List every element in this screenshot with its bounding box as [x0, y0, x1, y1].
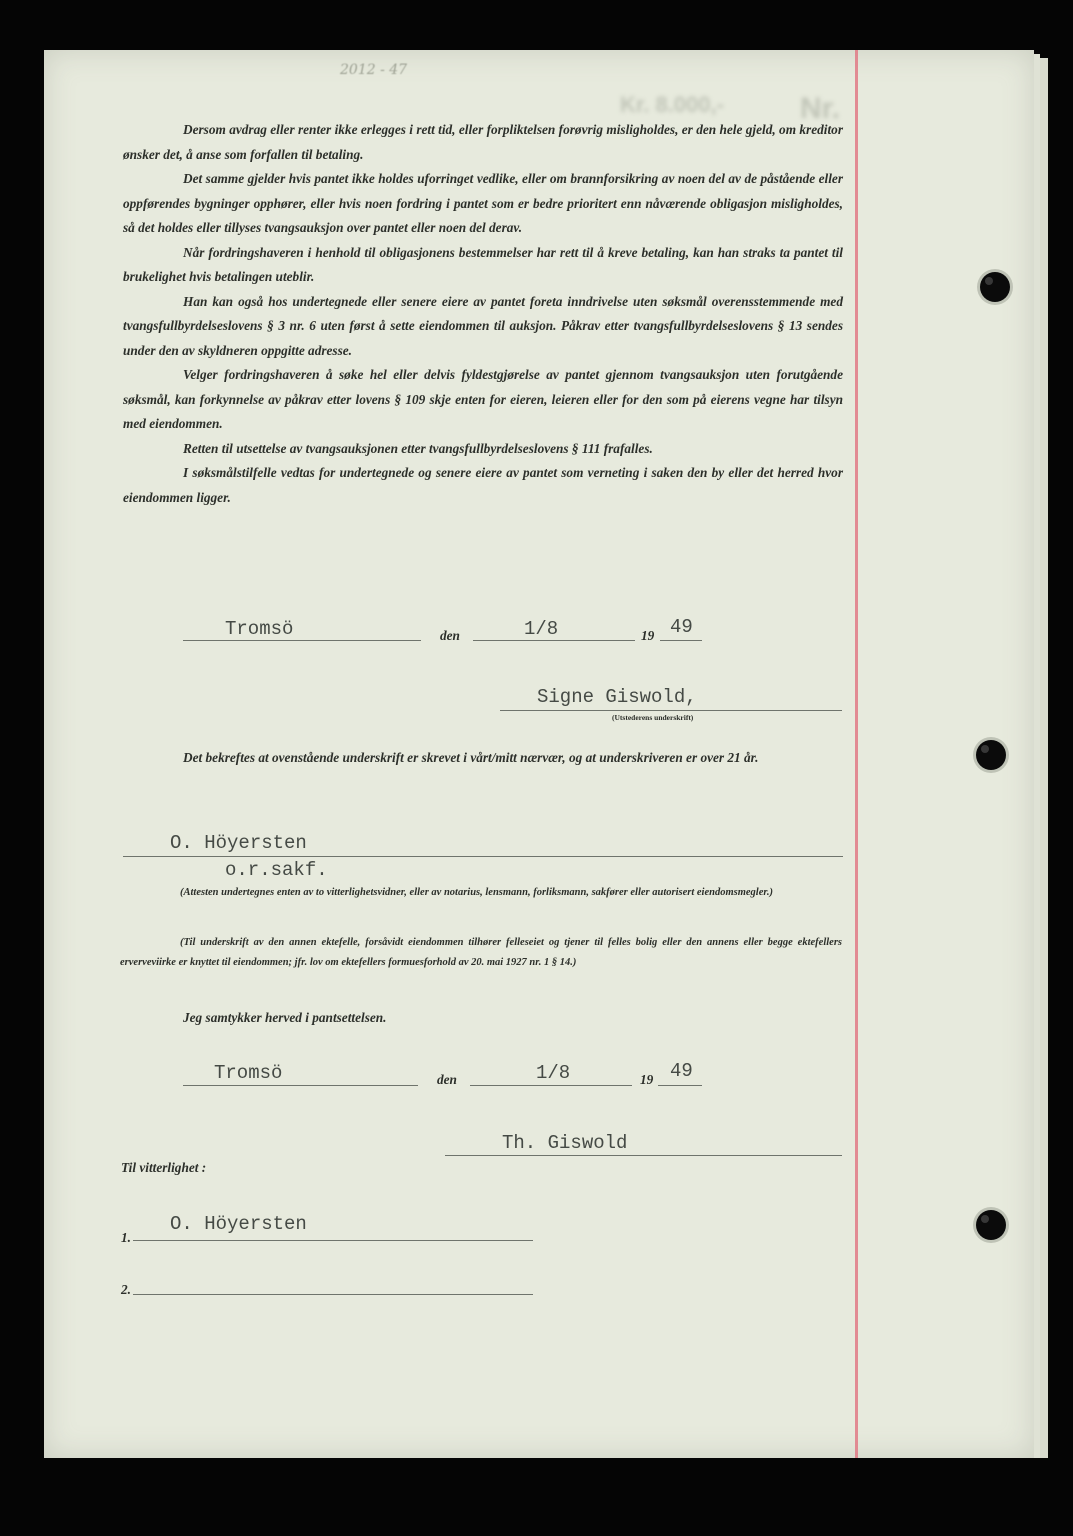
date-field: 1/8 — [524, 618, 559, 640]
attestation-paragraph: Det bekreftes at ovenstående underskrift er skrevet i vårt/mitt nærvær, og at underskriveren er over 21 år. — [183, 750, 759, 765]
consent-text: Jeg samtykker herved i pantsettelsen. — [183, 1010, 387, 1025]
punch-hole — [976, 740, 1006, 770]
note-paragraph: (Attesten undertegnes enten av to vitterlighetsvidner, eller av notarius, lensmann, forliksmann, sakfører eller autorisert eiendomsmegler.) — [180, 887, 773, 898]
terms-paragraph: Det samme gjelder hvis pantet ikke holdes uforringet vedlike, eller om brannforsikring av noen del av de påstående eller oppførendes bygninger opphører, eller hvis noen fordring i pantet som er bedre prioritert enn nåværende obligasjon misligholdes, så det holdes eller tillyses tvangsauksjon over pantet eller noen del derav. — [123, 171, 843, 235]
punch-hole — [980, 272, 1010, 302]
place-field: Tromsö — [214, 1062, 283, 1084]
terms-paragraph: Retten til utsettelse av tvangsauksjonen etter tvangsfullbyrdelseslovens § 111 frafalles. — [183, 440, 653, 456]
den-label: den — [437, 1072, 457, 1087]
vitterlighet-label: Til vitterlighet : — [121, 1160, 207, 1175]
den-label: den — [440, 628, 460, 643]
place-field: Tromsö — [225, 618, 294, 640]
terms-paragraph: Velger fordringshaveren å søke hel eller delvis fyldestgjørelse av pantet gjennom tvangsauksjon uten forutgående søksmål, kan forkynnelse av påkrav etter lovens § 109 skje enten for eieren, leieren eller for den som på eierens vegne har tilsyn med eiendommen. — [123, 367, 843, 431]
witness-2-line — [133, 1294, 533, 1295]
spouse-signature: Th. Giswold — [502, 1132, 628, 1154]
witness-1-name: O. Höyersten — [170, 1213, 307, 1235]
signature-line — [500, 710, 842, 711]
punch-hole — [976, 1210, 1006, 1240]
year-field: 49 — [670, 616, 693, 638]
terms-text — [123, 118, 843, 510]
attestation-text — [123, 746, 843, 771]
year-line — [658, 1085, 702, 1086]
terms-paragraph: Han kan også hos undertegnede eller senere eiere av pantet foreta inndrivelse uten søksmål overensstemmende med tvangsfullbyrdelseslovens § 3 nr. 6 uten først å sette eiendommen til auksjon. Påkrav etter tvangsfullbyrdelseslovens § 13 sendes under den av skyldneren oppgitte adresse. — [123, 293, 843, 358]
place-line — [183, 640, 421, 641]
signer-signature: Signe Giswold, — [537, 686, 697, 708]
date-line — [470, 1085, 632, 1086]
year-prefix: 19 — [640, 1072, 654, 1087]
red-margin-line — [855, 50, 858, 1458]
witness-number-1: 1. — [121, 1230, 131, 1245]
date-line — [473, 640, 635, 641]
witness-title: o.r.sakf. — [225, 859, 328, 881]
witness-1-line — [133, 1240, 533, 1241]
witness-number-2: 2. — [121, 1282, 131, 1297]
bleed-through-nr: Nr. — [800, 92, 841, 125]
bleed-through-amount: Kr. 8.000,- — [620, 92, 724, 117]
signature-line — [445, 1155, 842, 1156]
year-line — [660, 640, 702, 641]
date-field: 1/8 — [536, 1062, 571, 1084]
terms-paragraph: Når fordringshaveren i henhold til obligasjonens bestemmelser har rett til å kreve betaling, kan han straks ta pantet til brukelighet hvis betalingen uteblir. — [123, 244, 843, 284]
witness-name: O. Höyersten — [170, 832, 307, 854]
witness-line — [123, 856, 843, 857]
header-mark: 2012 - 47 — [340, 62, 408, 78]
attestation-note — [120, 883, 842, 903]
signature-caption: (Utstederens underskrift) — [612, 713, 694, 722]
terms-paragraph: Dersom avdrag eller renter ikke erlegges i rett tid, eller forpliktelsen forøvrig misligholdes, er den hele gjeld, om kreditor ønsker det, å anse som forfallen til betaling. — [123, 122, 843, 162]
note-paragraph: (Til underskrift av den annen ektefelle, forsåvidt eiendommen tilhører felleseiet og tjener til felles bolig eller den annens eller begge ektefellers erverveviirke er knyttet til eiendommen; jfr. lov om ektefellers formuesforhold av 20. mai 1927 nr. 1 § 14.) — [120, 937, 842, 968]
place-line — [183, 1085, 418, 1086]
year-prefix: 19 — [641, 628, 655, 643]
year-field: 49 — [670, 1060, 693, 1082]
spouse-note — [120, 933, 842, 973]
terms-paragraph: I søksmålstilfelle vedtas for undertegnede og senere eiere av pantet som verneting i saken den by eller det herred hvor eiendommen ligger. — [123, 465, 843, 505]
